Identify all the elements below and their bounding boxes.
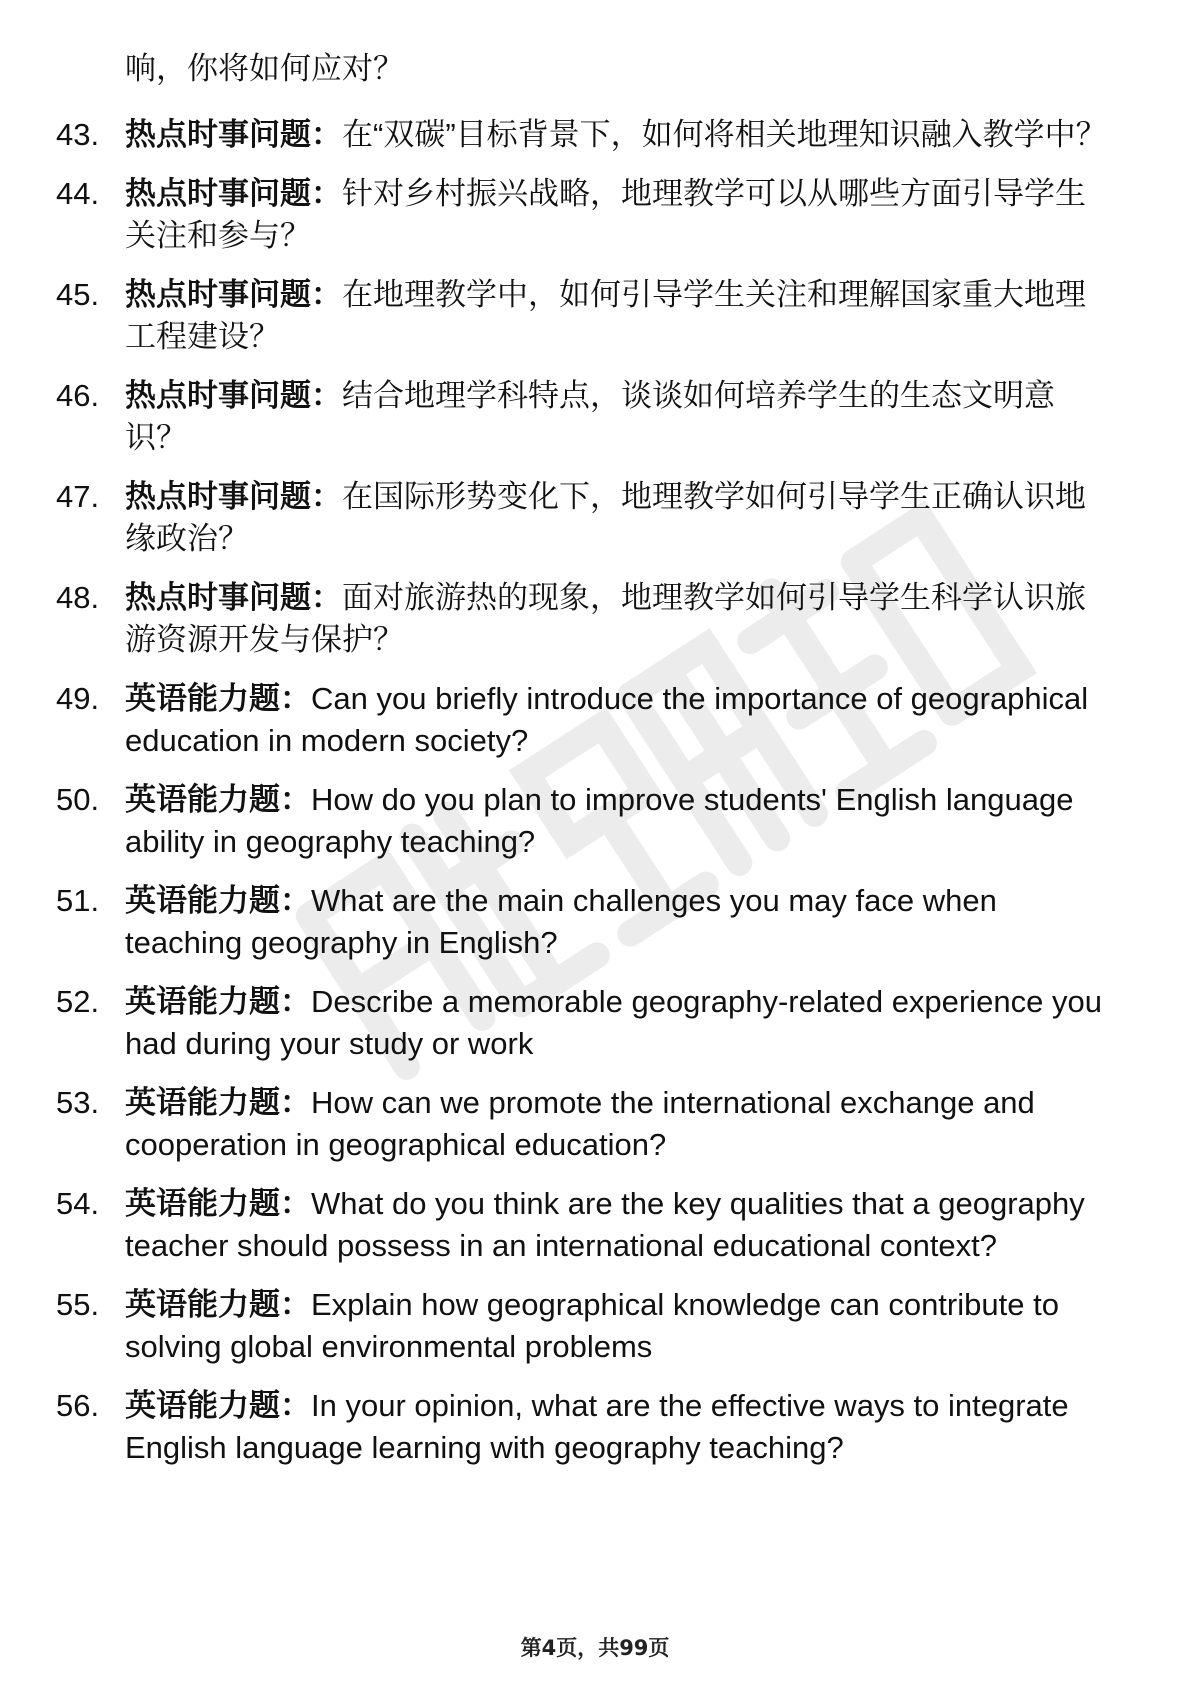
question-item [0,375,1190,459]
question-number: 43. [56,117,100,152]
question-text: 面对旅游热的现象，地理教学如何引导学生科学认识旅游资源开发与保护？ [125,580,1086,657]
question-number: 49. [56,681,100,716]
page-number-footer: 第4页，共99页 [520,1636,670,1660]
question-item [0,678,1190,762]
question-text: Can you briefly introduce the importance of geographical education in modern society? [125,681,1089,758]
question-category: 热点时事问题： [125,378,342,414]
question-text: What are the main challenges you may face when teaching geography in English? [125,883,997,960]
question-number: 53. [56,1085,100,1120]
question-text: 在地理教学中，如何引导学生关注和理解国家重大地理工程建设？ [125,277,1086,354]
question-text: Describe a memorable geography-related experience you had during your study or work [125,984,1102,1061]
question-item [0,173,1190,257]
question-item [0,1183,1190,1267]
question-text: 在“双碳”目标背景下，如何将相关地理知识融入教学中？ [342,117,1107,152]
question-text: 在国际形势变化下，地理教学如何引导学生正确认识地缘政治？ [125,479,1086,556]
question-number: 48. [56,580,100,615]
question-item [0,880,1190,964]
question-number: 56. [56,1388,100,1423]
question-text: How do you plan to improve students' English language ability in geography teaching? [125,782,1074,859]
question-category: 热点时事问题： [125,176,342,212]
question-category: 热点时事问题： [125,117,342,153]
question-number: 45. [56,277,100,312]
question-category: 英语能力题： [125,1186,311,1222]
question-category: 英语能力题： [125,782,311,818]
question-item [0,779,1190,863]
question-number: 55. [56,1287,100,1322]
question-text: In your opinion, what are the effective ways to integrate English language learning with geography teaching? [125,1388,1069,1465]
question-number: 46. [56,378,100,413]
question-category: 热点时事问题： [125,277,342,313]
question-item [0,114,1190,156]
question-text: What do you think are the key qualities that a geography teacher should possess in an international educational context? [125,1186,1085,1263]
question-item [0,577,1190,661]
question-category: 热点时事问题： [125,479,342,515]
question-category: 英语能力题： [125,883,311,919]
question-text: How can we promote the international exchange and cooperation in geographical education? [125,1085,1035,1162]
question-text: 结合地理学科特点，谈谈如何培养学生的生态文明意识？ [125,378,1055,455]
question-number: 44. [56,176,100,211]
question-category: 英语能力题： [125,1085,311,1121]
question-item [0,1082,1190,1166]
question-category: 英语能力题： [125,1388,311,1424]
question-text: 针对乡村振兴战略，地理教学可以从哪些方面引导学生关注和参与？ [125,176,1086,253]
question-category: 英语能力题： [125,984,311,1020]
question-category: 英语能力题： [125,1287,311,1323]
question-item [0,1284,1190,1368]
question-item [0,1385,1190,1469]
question-category: 热点时事问题： [125,580,342,616]
question-number: 54. [56,1186,100,1221]
question-number: 50. [56,782,100,817]
question-category: 英语能力题： [125,681,311,717]
continued-question-text: 响，你将如何应对？ [125,51,404,87]
question-number: 51. [56,883,100,918]
question-number: 52. [56,984,100,1019]
question-number: 47. [56,479,100,514]
question-item [0,981,1190,1065]
question-text: Explain how geographical knowledge can contribute to solving global environmental problems [125,1287,1059,1364]
question-list [0,114,1190,1486]
question-item [0,274,1190,358]
question-item [0,476,1190,560]
